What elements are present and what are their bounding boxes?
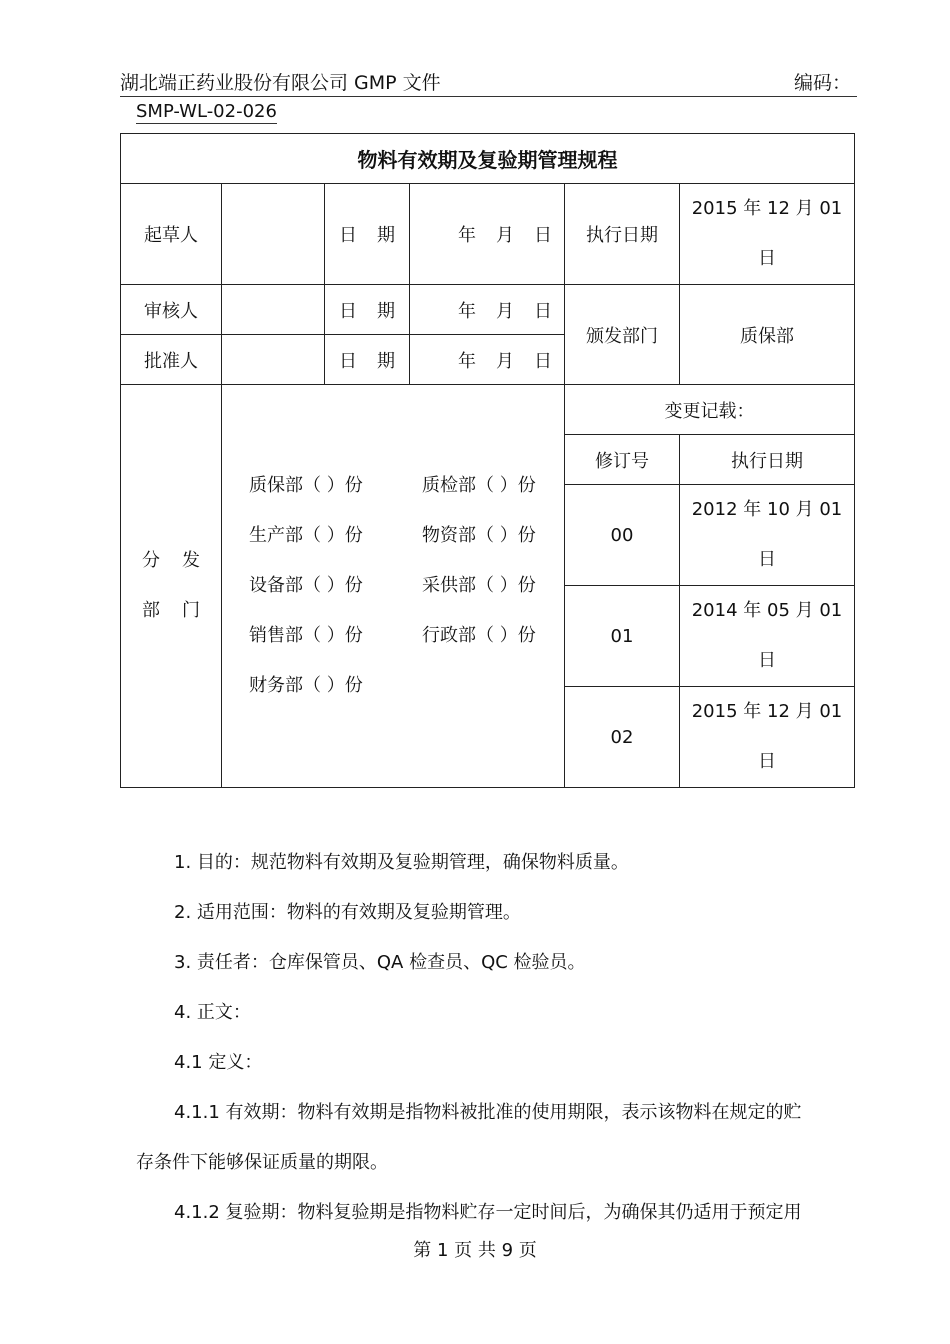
- exec-date-label: 执行日期: [565, 184, 680, 285]
- revision-no: 02: [565, 687, 680, 788]
- date-value: 年 月 日: [410, 335, 565, 385]
- date-label: 日 期: [325, 285, 410, 335]
- date-label: 日 期: [325, 335, 410, 385]
- distribution-label: 分 发 部 门: [121, 385, 222, 788]
- code-label: 编码：: [794, 72, 852, 94]
- issue-dept-label: 颁发部门: [565, 285, 680, 385]
- date-value: 年 月 日: [410, 184, 565, 285]
- revision-no-header: 修订号: [565, 435, 680, 485]
- company-header: 湖北端正药业股份有限公司 GMP 文件: [120, 72, 441, 94]
- document-code: SMP-WL-02-026: [136, 101, 277, 122]
- page-number: 第 1 页 共 9 页: [413, 1240, 537, 1261]
- dist-item: 财务部（ ）份: [249, 674, 363, 696]
- section-scope: 2. 适用范围：物料的有效期及复验期管理。: [174, 902, 521, 923]
- section-responsibility: 3. 责任者：仓库保管员、QA 检查员、QC 检验员。: [174, 952, 586, 973]
- revision-date: 2015 年 12 月 01 日: [680, 687, 855, 788]
- section-content-heading: 4. 正文：: [174, 1002, 251, 1023]
- reviewer-label: 审核人: [121, 285, 222, 335]
- revision-no: 00: [565, 485, 680, 586]
- dist-item: 生产部（ ）份: [249, 524, 363, 546]
- drafter-label: 起草人: [121, 184, 222, 285]
- dist-item: 设备部（ ）份: [249, 574, 363, 596]
- dist-item: 行政部（ ）份: [422, 624, 536, 646]
- dist-item: 销售部（ ）份: [249, 624, 363, 646]
- dist-item: 采供部（ ）份: [422, 574, 536, 596]
- revision-date: 2012 年 10 月 01 日: [680, 485, 855, 586]
- exec-date-value: 2015 年 12 月 01 日: [680, 184, 855, 285]
- revision-date: 2014 年 05 月 01 日: [680, 586, 855, 687]
- change-record-label: 变更记载：: [565, 385, 855, 435]
- reviewer-value: [222, 285, 325, 335]
- date-value: 年 月 日: [410, 285, 565, 335]
- dist-item: 物资部（ ）份: [422, 524, 536, 546]
- distribution-list: [222, 385, 565, 788]
- document-control-table: [120, 133, 855, 788]
- issue-dept-value: 质保部: [680, 285, 855, 385]
- revision-no: 01: [565, 586, 680, 687]
- date-label: 日 期: [325, 184, 410, 285]
- definition-retest-line1: 4.1.2 复验期：物料复验期是指物料贮存一定时间后，为确保其仍适用于预定用: [174, 1202, 802, 1223]
- dist-item: 质保部（ ）份: [249, 474, 363, 496]
- approver-value: [222, 335, 325, 385]
- header-divider: [120, 96, 857, 97]
- section-purpose: 1. 目的：规范物料有效期及复验期管理，确保物料质量。: [174, 852, 629, 873]
- dist-item: 质检部（ ）份: [422, 474, 536, 496]
- definition-validity-line2: 存条件下能够保证质量的期限。: [136, 1152, 388, 1173]
- drafter-value: [222, 184, 325, 285]
- document-title: 物料有效期及复验期管理规程: [121, 134, 855, 184]
- definition-validity-line1: 4.1.1 有效期：物料有效期是指物料被批准的使用期限，表示该物料在规定的贮: [174, 1102, 802, 1123]
- approver-label: 批准人: [121, 335, 222, 385]
- revision-date-header: 执行日期: [680, 435, 855, 485]
- section-definition-heading: 4.1 定义：: [174, 1052, 263, 1073]
